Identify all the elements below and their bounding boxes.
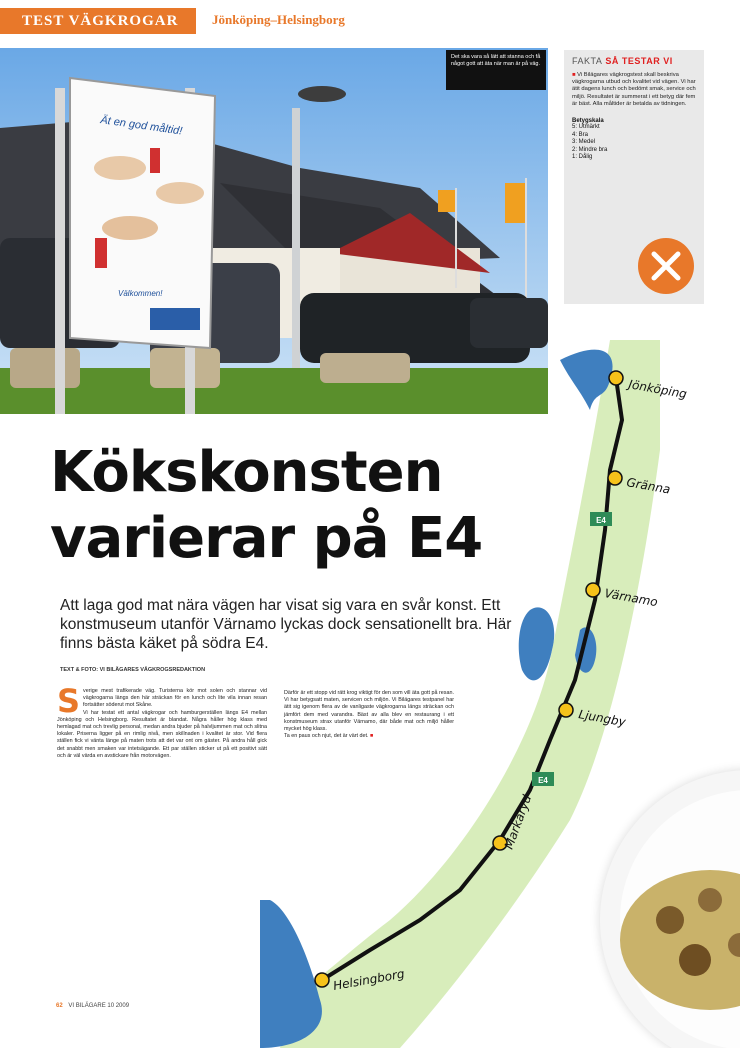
sign-text: Ät en god måltid!: [99, 114, 184, 138]
city-dot: [586, 583, 600, 597]
route-label: Jönköping–Helsingborg: [212, 12, 345, 27]
end-mark-icon: ■: [370, 733, 374, 740]
section-tag: TEST VÄGKROGAR: [0, 8, 196, 34]
city-dot: [608, 471, 622, 485]
city-label: Jönköping: [627, 377, 688, 402]
body-column-1: [57, 682, 267, 760]
section-header: [0, 0, 740, 40]
issue-label: VI BILÄGARE 10 2009: [68, 1003, 130, 1009]
grade-item: 4: Bra: [572, 131, 589, 138]
e4-sign-label: E4: [538, 776, 548, 785]
e4-sign-label: E4: [596, 516, 606, 525]
city-label: Markaryd: [501, 793, 535, 852]
city-label: Ljungby: [577, 707, 627, 730]
fakta-title: SÅ TESTAR VI: [605, 56, 673, 66]
city-dot: [609, 371, 623, 385]
fakta-heading: [572, 56, 696, 66]
body-text: Därför är ett stopp vid rätt krog viktigt för den som vill äta gott på resan. Vi har betygsatt maten, servicen och miljön. Vi Bilägares testpanel har ätit sig igenom flera av de vanligaste vägkrogarna längs sträckan och jämfört dem med varandra. Bäst av alla blev en restaurang i ett konstmuseum strax utanför Värnamo, där både mat och miljö håller mycket hög klass.: [284, 690, 454, 733]
body-text: verige mest trafikerade väg. Turisterna kör mot solen och stannar vid vägkrogarna längs den här sträckan för en lunch och lite vila innan resan fortsätter söderut mot Skåne.: [83, 688, 267, 709]
article-lead: Att laga god mat nära vägen har visat sig vara en svår konst. Ett konstmuseum utanför Värnamo lyckas dock sensationellt bra. Här finns bästa käket på södra E4.: [60, 597, 512, 652]
city-dot: [315, 973, 329, 987]
fakta-box: [564, 50, 704, 304]
grade-item: 3: Medel: [572, 139, 596, 146]
photo-caption: Det ska vara så lätt att stanna och få något gott att äta när man är på väg.: [446, 50, 546, 90]
title-line-1: Kökskonsten: [50, 440, 443, 505]
body-text: Ta en paus och njut, det är värt det.: [284, 733, 369, 740]
grade-item: 5: Utmärkt: [572, 124, 600, 131]
grade-item: 1: Dålig: [572, 154, 593, 161]
grades-title: Betygskala: [572, 118, 604, 125]
page-number: 62: [56, 1003, 63, 1009]
body-text: Vi har testat ett antal vägkrogar och hamburgerställen längs E4 mellan Jönköping och Helsingborg. Resultatet är blandat. Några håller hög klass med hemlagad mat och trevlig personal, medan andra bjuder på halvljummen mat och slitna lokaler. Priserna ligger på en rimlig nivå, men skillnaden i kvalitet är stor. Vid flera ställen fick vi vänta länge på maten trots att det var ont om gäster. På andra håll gick det snabbt men smaken var intetsägande. Ett par ställen sticker ut på ett positivt sätt och är väl värda en avstickare från motorvägen.: [57, 709, 267, 759]
byline: TEXT & FOTO: VI BILÄGARES VÄGKROGSREDAKTION: [60, 667, 206, 673]
fakta-label: FAKTA: [572, 56, 603, 66]
food-plate-photo: [600, 770, 740, 1048]
city-label: Helsingborg: [332, 966, 406, 993]
dropcap: S: [57, 682, 81, 720]
title-line-2: varierar på E4: [50, 506, 483, 571]
city-label: Värnamo: [603, 586, 659, 610]
city-dot: [559, 703, 573, 717]
sea: [260, 900, 322, 1048]
city-label: Gränna: [625, 475, 672, 497]
fakta-body: ■ Vi Bilägares vägkrogstest skall beskriva vägkrogarna utbud och kvalitet vid vägen. Vi har ätit dagens lunch och bedömt smak, service och miljö. Resultatet är summerat i ett betyg där fem är bäst. Alla måltider är betalda av tidningen.: [572, 72, 696, 107]
fork-knife-icon: [638, 238, 694, 294]
body-column-2: [284, 690, 454, 740]
page-footer: [56, 1003, 129, 1009]
bullet-icon: ■: [572, 72, 578, 78]
article-title: [50, 440, 482, 572]
grade-item: 2: Mindre bra: [572, 146, 608, 153]
sign-welcome: Välkommen!: [118, 289, 163, 298]
